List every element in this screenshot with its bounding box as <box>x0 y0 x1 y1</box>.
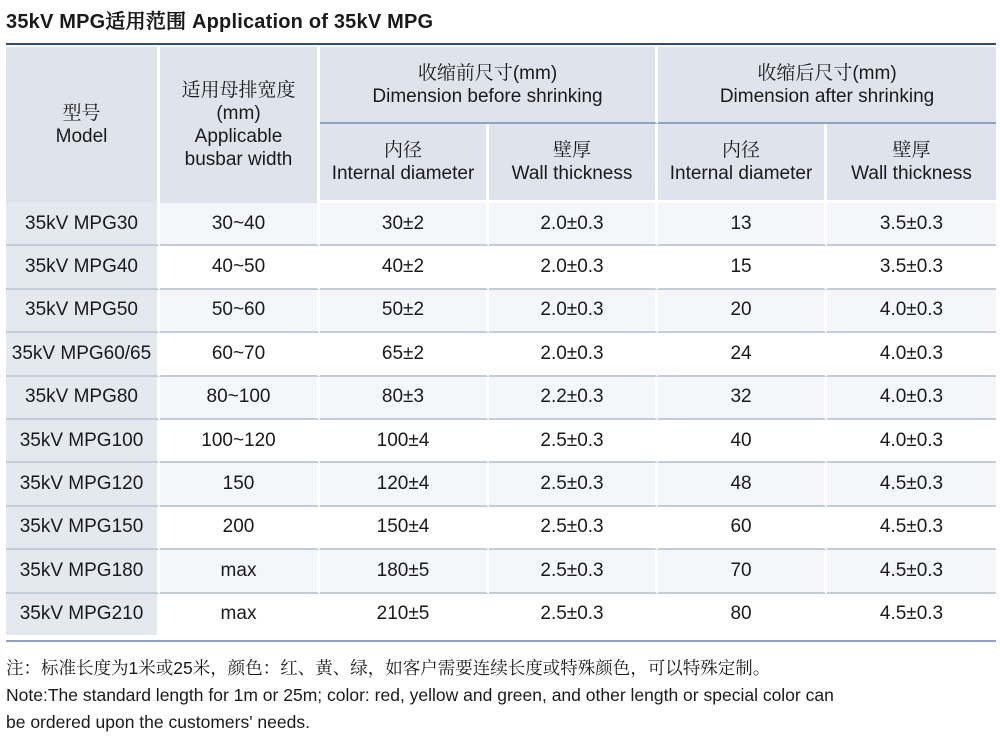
table-row <box>6 550 996 593</box>
cell-busbar: max <box>160 550 320 593</box>
table-bottom-divider <box>6 640 996 642</box>
cell-before-id: 40±2 <box>320 246 489 289</box>
header-before-en: Dimension before shrinking <box>372 85 603 107</box>
note-cn: 注：标准长度为1米或25米，颜色：红、黄、绿，如客户需要连续长度或特殊颜色，可以特殊定制。 <box>6 658 771 678</box>
header-before-cn: 收缩前尺寸(mm) <box>417 62 558 84</box>
header-inner-en: Internal diameter <box>331 163 475 184</box>
table-row <box>6 377 996 420</box>
cell-model: 35kV MPG80 <box>6 377 160 420</box>
cell-after-wall: 4.0±0.3 <box>827 290 996 333</box>
cell-after-id: 20 <box>658 290 827 333</box>
cell-busbar: 60~70 <box>160 333 320 376</box>
note-en-line1: Note:The standard length for 1m or 25m; color: red, yellow and green, and other length or special color can <box>6 685 834 705</box>
cell-model: 35kV MPG150 <box>6 507 160 550</box>
cell-model: 35kV MPG100 <box>6 420 160 463</box>
cell-before-wall: 2.5±0.3 <box>489 594 658 635</box>
cell-before-wall: 2.5±0.3 <box>489 550 658 593</box>
cell-model: 35kV MPG30 <box>6 203 160 246</box>
cell-before-id: 100±4 <box>320 420 489 463</box>
cell-model: 35kV MPG50 <box>6 290 160 333</box>
cell-before-id: 150±4 <box>320 507 489 550</box>
cell-after-wall: 4.0±0.3 <box>827 377 996 420</box>
table-row <box>6 507 996 550</box>
cell-after-id: 32 <box>658 377 827 420</box>
header-before <box>320 47 658 124</box>
cell-before-wall: 2.0±0.3 <box>489 246 658 289</box>
cell-busbar: max <box>160 594 320 635</box>
cell-after-wall: 4.5±0.3 <box>827 550 996 593</box>
table-row <box>6 333 996 376</box>
cell-model: 35kV MPG210 <box>6 594 160 635</box>
cell-before-wall: 2.5±0.3 <box>489 420 658 463</box>
cell-before-wall: 2.0±0.3 <box>489 290 658 333</box>
cell-model: 35kV MPG180 <box>6 550 160 593</box>
cell-after-id: 60 <box>658 507 827 550</box>
header-busbar-cn: 适用母排宽度 <box>181 80 296 101</box>
header-busbar <box>160 47 320 203</box>
header-before-inner <box>320 124 489 203</box>
cell-busbar: 50~60 <box>160 290 320 333</box>
cell-after-wall: 4.5±0.3 <box>827 507 996 550</box>
cell-before-id: 210±5 <box>320 594 489 635</box>
header-inner-cn: 内径 <box>383 140 422 161</box>
header-before-wall <box>489 124 658 203</box>
table-row <box>6 246 996 289</box>
header-busbar-en1: Applicable <box>194 126 283 147</box>
cell-busbar: 100~120 <box>160 420 320 463</box>
header-after-inner <box>658 124 827 203</box>
cell-after-wall: 4.5±0.3 <box>827 594 996 635</box>
spec-table <box>6 47 996 635</box>
cell-after-wall: 4.0±0.3 <box>827 420 996 463</box>
cell-after-id: 40 <box>658 420 827 463</box>
header-model <box>6 47 160 203</box>
cell-after-id: 13 <box>658 203 827 246</box>
header-after-wall <box>827 124 996 203</box>
header-model-cn: 型号 <box>62 103 101 124</box>
cell-before-wall: 2.5±0.3 <box>489 507 658 550</box>
header-after <box>658 47 996 124</box>
cell-busbar: 30~40 <box>160 203 320 246</box>
cell-before-id: 80±3 <box>320 377 489 420</box>
cell-busbar: 40~50 <box>160 246 320 289</box>
cell-after-wall: 3.5±0.3 <box>827 203 996 246</box>
cell-model: 35kV MPG120 <box>6 463 160 506</box>
cell-before-wall: 2.2±0.3 <box>489 377 658 420</box>
note-en-line2: be ordered upon the customers' needs. <box>6 712 310 732</box>
header-busbar-unit: (mm) <box>216 103 261 124</box>
cell-before-wall: 2.0±0.3 <box>489 203 658 246</box>
cell-before-id: 50±2 <box>320 290 489 333</box>
cell-after-id: 70 <box>658 550 827 593</box>
table-row <box>6 463 996 506</box>
table-row <box>6 420 996 463</box>
cell-after-wall: 4.5±0.3 <box>827 463 996 506</box>
cell-before-id: 120±4 <box>320 463 489 506</box>
table-row <box>6 594 996 635</box>
cell-before-id: 180±5 <box>320 550 489 593</box>
cell-after-wall: 4.0±0.3 <box>827 333 996 376</box>
header-wall-cn: 壁厚 <box>892 140 931 161</box>
header-wall-en: Wall thickness <box>511 163 633 184</box>
cell-busbar: 150 <box>160 463 320 506</box>
table-row <box>6 290 996 333</box>
header-wall-cn: 壁厚 <box>553 140 592 161</box>
cell-model: 35kV MPG60/65 <box>6 333 160 376</box>
header-busbar-en2: busbar width <box>184 149 293 170</box>
header-wall-en: Wall thickness <box>851 163 972 184</box>
cell-after-id: 80 <box>658 594 827 635</box>
cell-model: 35kV MPG40 <box>6 246 160 289</box>
cell-after-id: 48 <box>658 463 827 506</box>
table-row <box>6 203 996 246</box>
notes <box>6 655 998 736</box>
cell-busbar: 200 <box>160 507 320 550</box>
header-inner-cn: 内径 <box>722 140 761 161</box>
header-after-en: Dimension after shrinking <box>719 85 935 107</box>
cell-after-id: 15 <box>658 246 827 289</box>
header-model-en: Model <box>55 126 108 147</box>
cell-before-wall: 2.0±0.3 <box>489 333 658 376</box>
cell-before-id: 65±2 <box>320 333 489 376</box>
cell-busbar: 80~100 <box>160 377 320 420</box>
cell-before-wall: 2.5±0.3 <box>489 463 658 506</box>
header-after-cn: 收缩后尺寸(mm) <box>757 62 897 84</box>
page-title: 35kV MPG适用范围 Application of 35kV MPG <box>6 11 434 33</box>
cell-after-wall: 3.5±0.3 <box>827 246 996 289</box>
cell-before-id: 30±2 <box>320 203 489 246</box>
header-inner-en: Internal diameter <box>669 163 813 184</box>
title-divider <box>6 43 996 45</box>
cell-after-id: 24 <box>658 333 827 376</box>
